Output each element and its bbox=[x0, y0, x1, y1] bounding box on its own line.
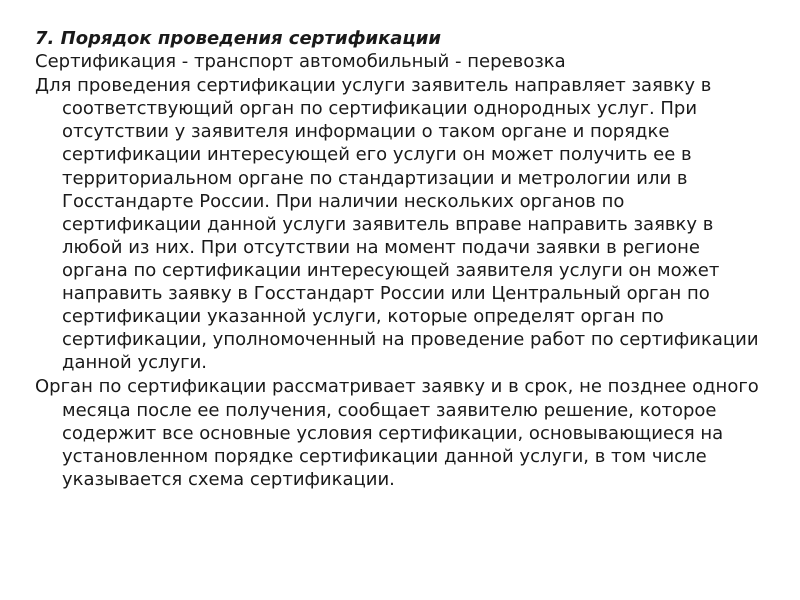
paragraph-application-procedure: Для проведения сертификации услуги заявитель направляет заявку в соответствующий орган по сертификации однородных услуг. При отсутствии у заявителя информации о таком органе и порядке сертификации интересующей его услуги он может получить ее в территориальном органе по стандартизации и метрологии или в Госстандарте России. При наличии нескольких органов по сертификации данной услуги заявитель вправе направить заявку в любой из них. При отсутствии на момент подачи заявки в регионе органа по сертификации интересующей заявителя услуги он может направить заявку в Госстандарт России или Центральный орган по сертификации указанной услуги, которые определят орган по сертификации, уполномоченный на проведение работ по сертификации данной услуги. bbox=[35, 75, 759, 374]
paragraph-subject: Сертификация - транспорт автомобильный - перевозка bbox=[35, 51, 566, 73]
section-heading: 7. Порядок проведения сертификации bbox=[35, 28, 442, 49]
paragraph-decision: Орган по сертификации рассматривает заявку и в срок, не позднее одного месяца после ее получения, сообщает заявителю решение, которое содержит все основные условия сертификации, основывающиеся на установленном порядке сертификации данной услуги, в том числе указывается схема сертификации. bbox=[35, 376, 759, 490]
